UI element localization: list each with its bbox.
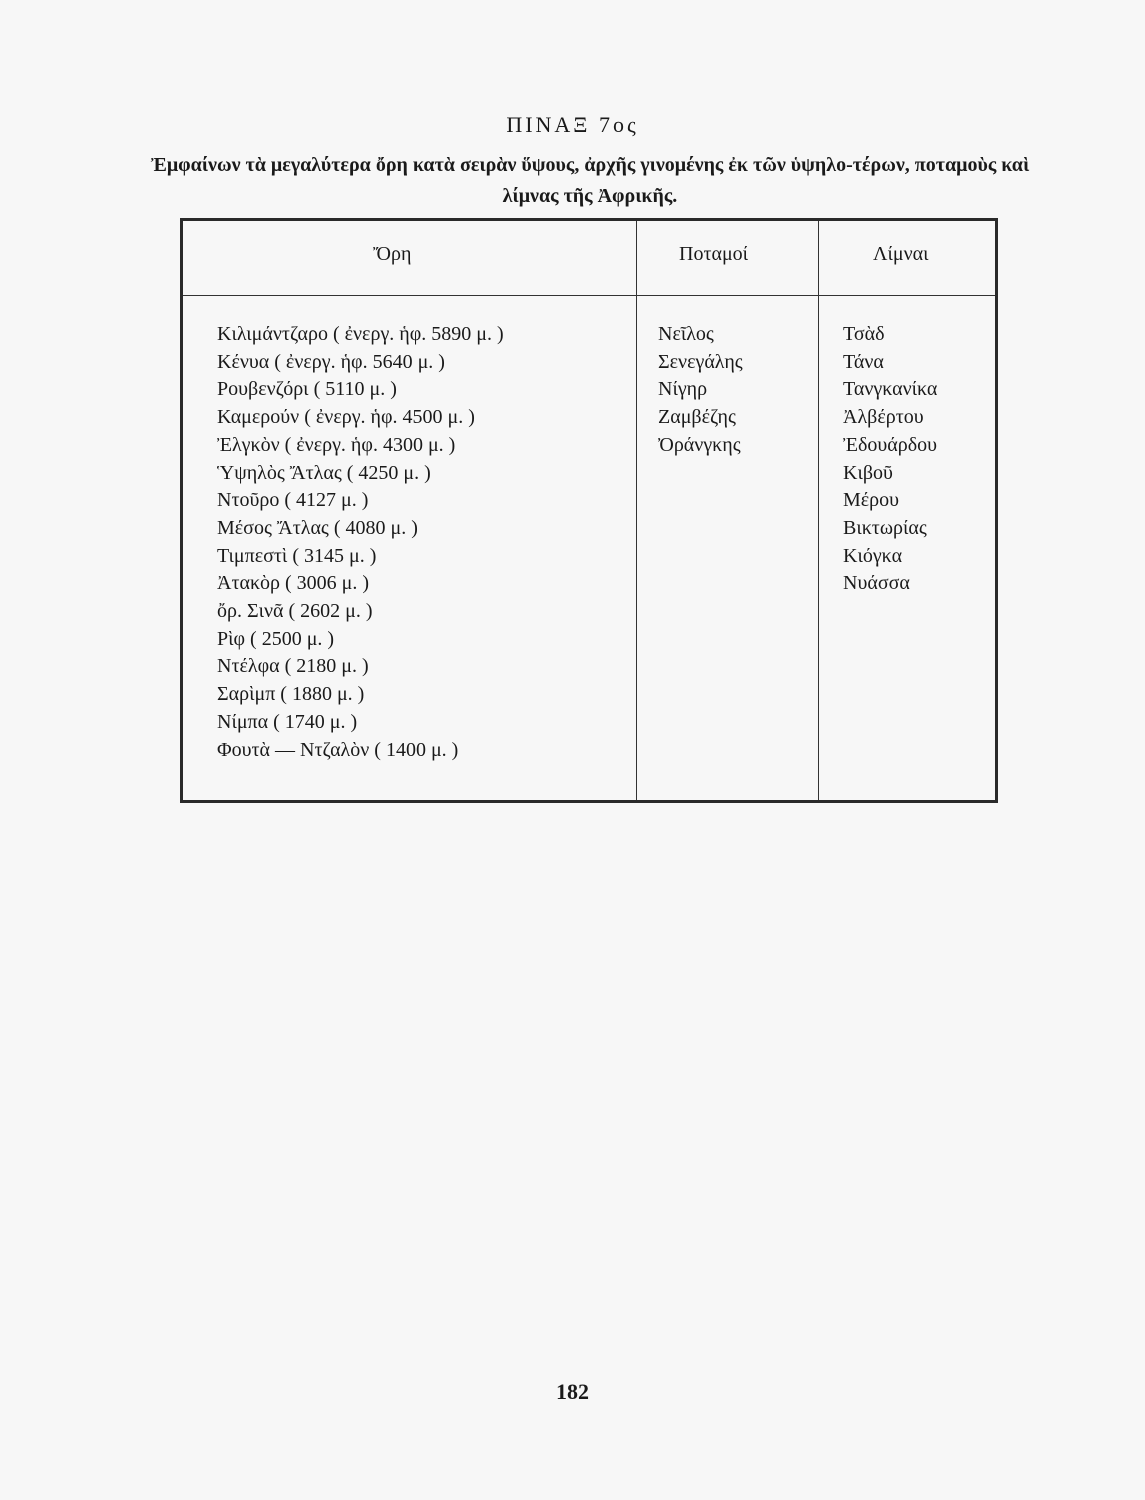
mountain-item: Ρὶφ ( 2500 μ. ) xyxy=(217,627,335,650)
column-divider xyxy=(636,221,637,800)
mountains-list xyxy=(217,321,504,764)
lake-item: Κιόγκα xyxy=(843,544,903,567)
lake-item: Τσὰδ xyxy=(843,323,885,345)
header-divider xyxy=(183,295,995,296)
lake-item: Μέρου xyxy=(843,489,900,512)
lake-item: Τανγκανίκα xyxy=(843,378,938,401)
mountain-item: Ἀτακὸρ ( 3006 μ. ) xyxy=(217,572,370,595)
mountain-item: Καμερούν ( ἐνεργ. ἡφ. 4500 μ. ) xyxy=(217,406,475,429)
rivers-header: Ποταμοί xyxy=(679,243,749,265)
lake-item: Ἐδουάρδου xyxy=(843,433,938,456)
river-item: Ζαμβέζης xyxy=(658,406,736,429)
lake-item: Κιβοῦ xyxy=(843,461,893,484)
river-item: Ὀράνγκης xyxy=(658,433,741,456)
lake-item: Ἀλβέρτου xyxy=(843,406,924,429)
mountain-item: Κιλιμάντζαρο ( ἐνεργ. ἡφ. 5890 μ. ) xyxy=(217,323,504,345)
lake-item: Νυάσσα xyxy=(843,572,910,595)
column-divider xyxy=(818,221,819,800)
mountain-item: Ὑψηλὸς Ἄτλας ( 4250 μ. ) xyxy=(217,461,431,484)
mountain-item: Ντοῦρο ( 4127 μ. ) xyxy=(217,489,369,512)
lake-item: Βικτωρίας xyxy=(843,516,927,539)
page-subtitle: Ἐμφαίνων τὰ μεγαλύτερα ὄρη κατὰ σειρὰν ὕψους, ἀρχῆς γινομένης ἐκ τῶν ὑψηλο-τέρων, ποταμοὺς καὶ λίμνας τῆς Ἀφρικῆς. xyxy=(150,154,1030,207)
mountains-header: Ὄρη xyxy=(373,243,412,265)
africa-table xyxy=(180,218,998,803)
mountain-item: Κένυα ( ἐνεργ. ἡφ. 5640 μ. ) xyxy=(217,350,445,373)
rivers-list xyxy=(658,321,743,460)
mountain-item: Φουτὰ — Ντζαλὸν ( 1400 μ. ) xyxy=(217,738,459,761)
lakes-header: Λίμναι xyxy=(873,243,929,265)
mountain-item: Ἐλγκὸν ( ἐνεργ. ἡφ. 4300 μ. ) xyxy=(217,433,456,456)
mountain-item: ὄρ. Σινᾶ ( 2602 μ. ) xyxy=(217,600,373,623)
mountain-item: Τιμπεστὶ ( 3145 μ. ) xyxy=(217,544,377,567)
mountain-item: Ντέλφα ( 2180 μ. ) xyxy=(217,655,369,678)
page-title: ΠΙΝΑΞ 7ος xyxy=(506,112,639,137)
page-number: 182 xyxy=(556,1379,589,1404)
mountain-item: Νίμπα ( 1740 μ. ) xyxy=(217,710,358,733)
river-item: Νεῖλος xyxy=(658,323,714,345)
mountain-item: Ρουβενζόρι ( 5110 μ. ) xyxy=(217,378,397,401)
river-item: Νίγηρ xyxy=(658,378,708,401)
mountain-item: Σαρὶμπ ( 1880 μ. ) xyxy=(217,683,365,706)
lake-item: Τάνα xyxy=(843,350,884,373)
lakes-list xyxy=(843,321,937,598)
mountain-item: Μέσος Ἄτλας ( 4080 μ. ) xyxy=(217,516,418,539)
river-item: Σενεγάλης xyxy=(658,350,743,373)
